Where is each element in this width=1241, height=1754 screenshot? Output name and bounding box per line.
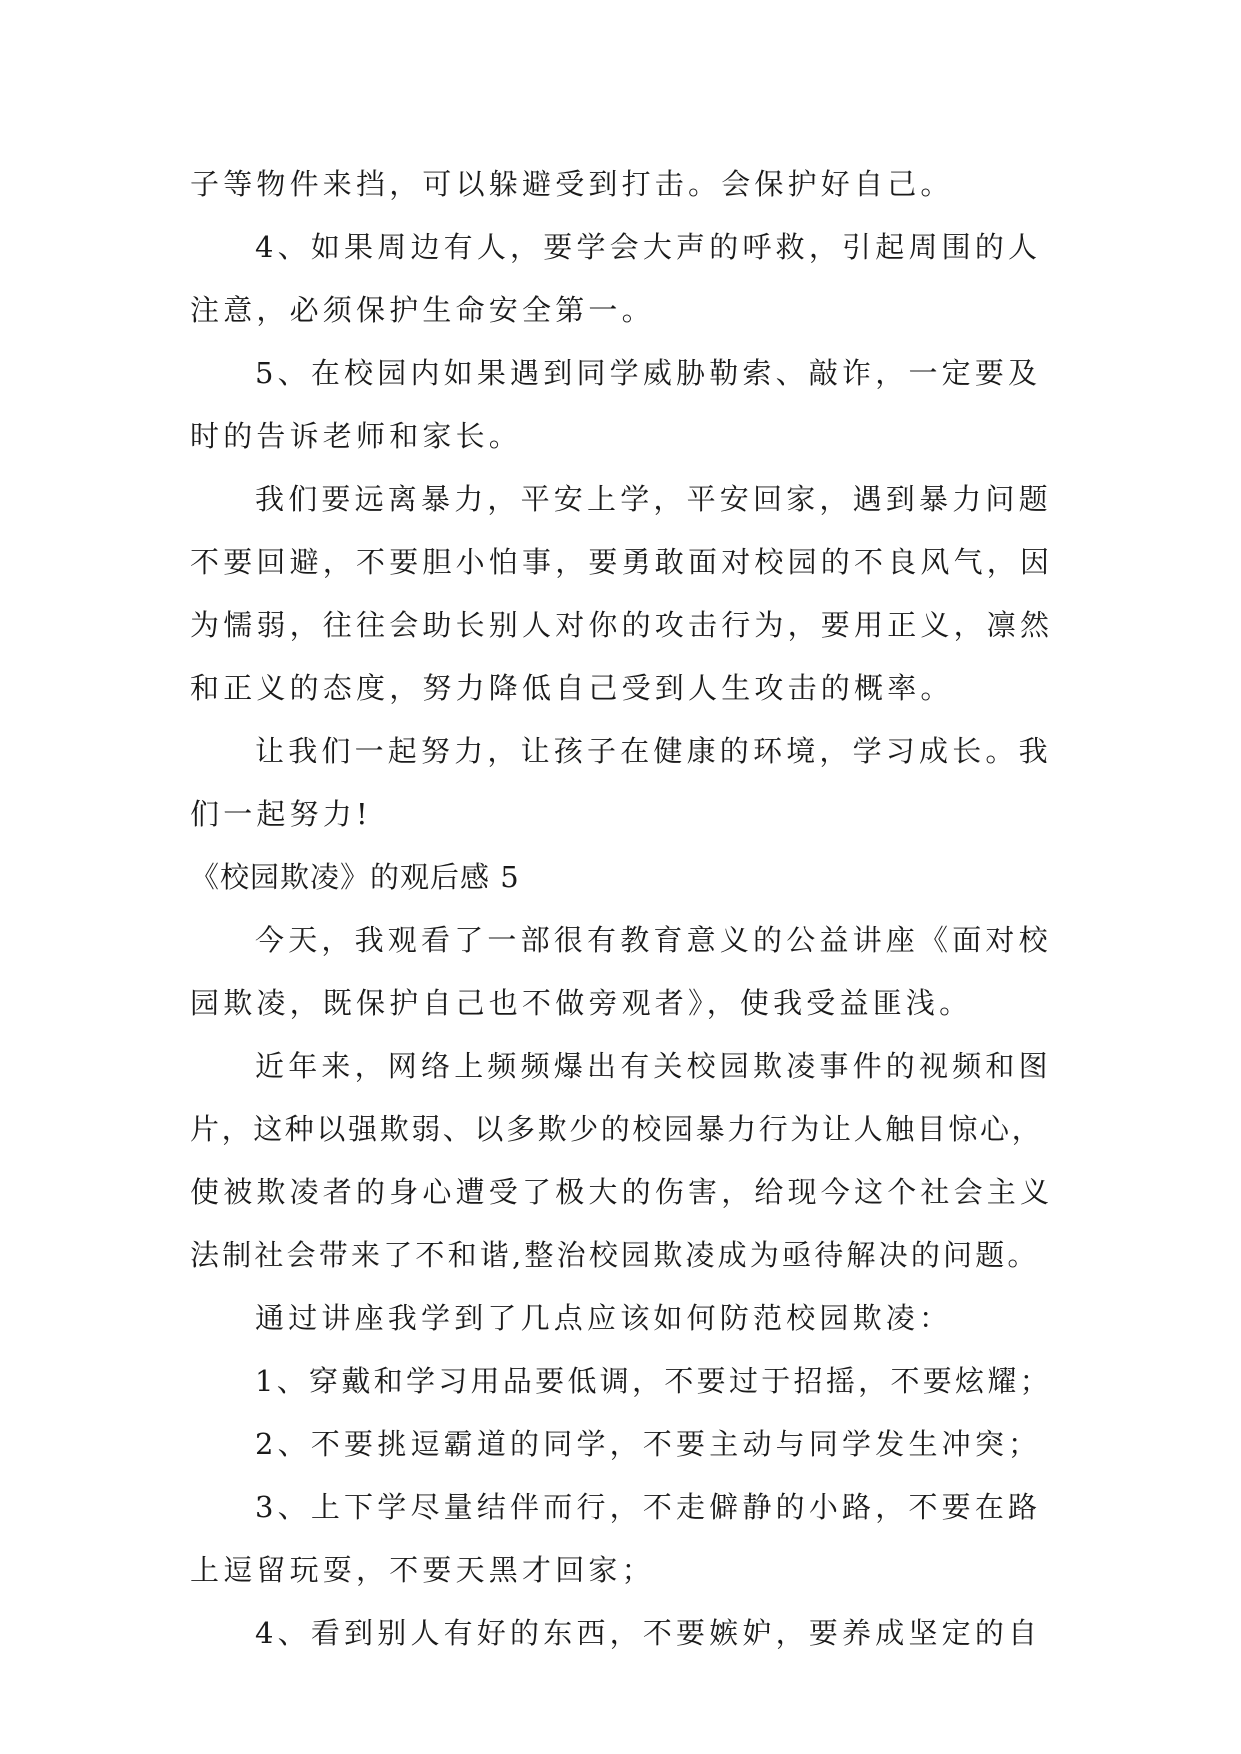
- text-line: 4、看到别人有好的东西，不要嫉妒，要养成坚定的自: [255, 1616, 1042, 1650]
- text-line: 和正义的态度，努力降低自己受到人生攻击的概率。: [190, 671, 954, 705]
- text-line: 今天，我观看了一部很有教育意义的公益讲座《面对校: [255, 923, 1052, 957]
- text-line: 法制社会带来了不和谐,整治校园欺凌成为亟待解决的问题。: [190, 1238, 1040, 1272]
- text-line: 不要回避，不要胆小怕事，要勇敢面对校园的不良风气，因: [190, 545, 1054, 579]
- text-line: 1、穿戴和学习用品要低调，不要过于招摇，不要炫耀；: [255, 1364, 1052, 1398]
- text-line: 通过讲座我学到了几点应该如何防范校园欺凌：: [255, 1301, 953, 1335]
- section-heading: 《校园欺凌》的观后感 5: [190, 860, 520, 894]
- text-line: 注意，必须保护生命安全第一。: [190, 293, 655, 327]
- text-line: 3、上下学尽量结伴而行，不走僻静的小路，不要在路: [255, 1490, 1042, 1524]
- text-line: 为懦弱，往往会助长别人对你的攻击行为，要用正义，凛然: [190, 608, 1054, 642]
- text-line: 片，这种以强欺弱、以多欺少的校园暴力行为让人触目惊心，: [190, 1112, 1044, 1146]
- text-line: 2、不要挑逗霸道的同学，不要主动与同学发生冲突；: [255, 1427, 1042, 1461]
- text-line: 4、如果周边有人，要学会大声的呼救，引起周围的人: [255, 230, 1042, 264]
- text-line: 们一起努力!: [190, 797, 372, 831]
- text-line: 园欺凌，既保护自己也不做旁观者》，使我受益匪浅。: [190, 986, 973, 1020]
- text-line: 近年来，网络上频频爆出有关校园欺凌事件的视频和图: [255, 1049, 1052, 1083]
- text-line: 时的告诉老师和家长。: [190, 419, 523, 453]
- text-line: 上逗留玩耍，不要天黑才回家；: [190, 1553, 655, 1587]
- text-line: 5、在校园内如果遇到同学威胁勒索、敲诈，一定要及: [255, 356, 1042, 390]
- text-line: 让我们一起努力，让孩子在健康的环境，学习成长。我: [255, 734, 1052, 768]
- text-line: 使被欺凌者的身心遭受了极大的伤害，给现今这个社会主义: [190, 1175, 1054, 1209]
- text-line: 子等物件来挡，可以躲避受到打击。会保护好自己。: [190, 167, 954, 201]
- text-line: 我们要远离暴力，平安上学，平安回家，遇到暴力问题: [255, 482, 1052, 516]
